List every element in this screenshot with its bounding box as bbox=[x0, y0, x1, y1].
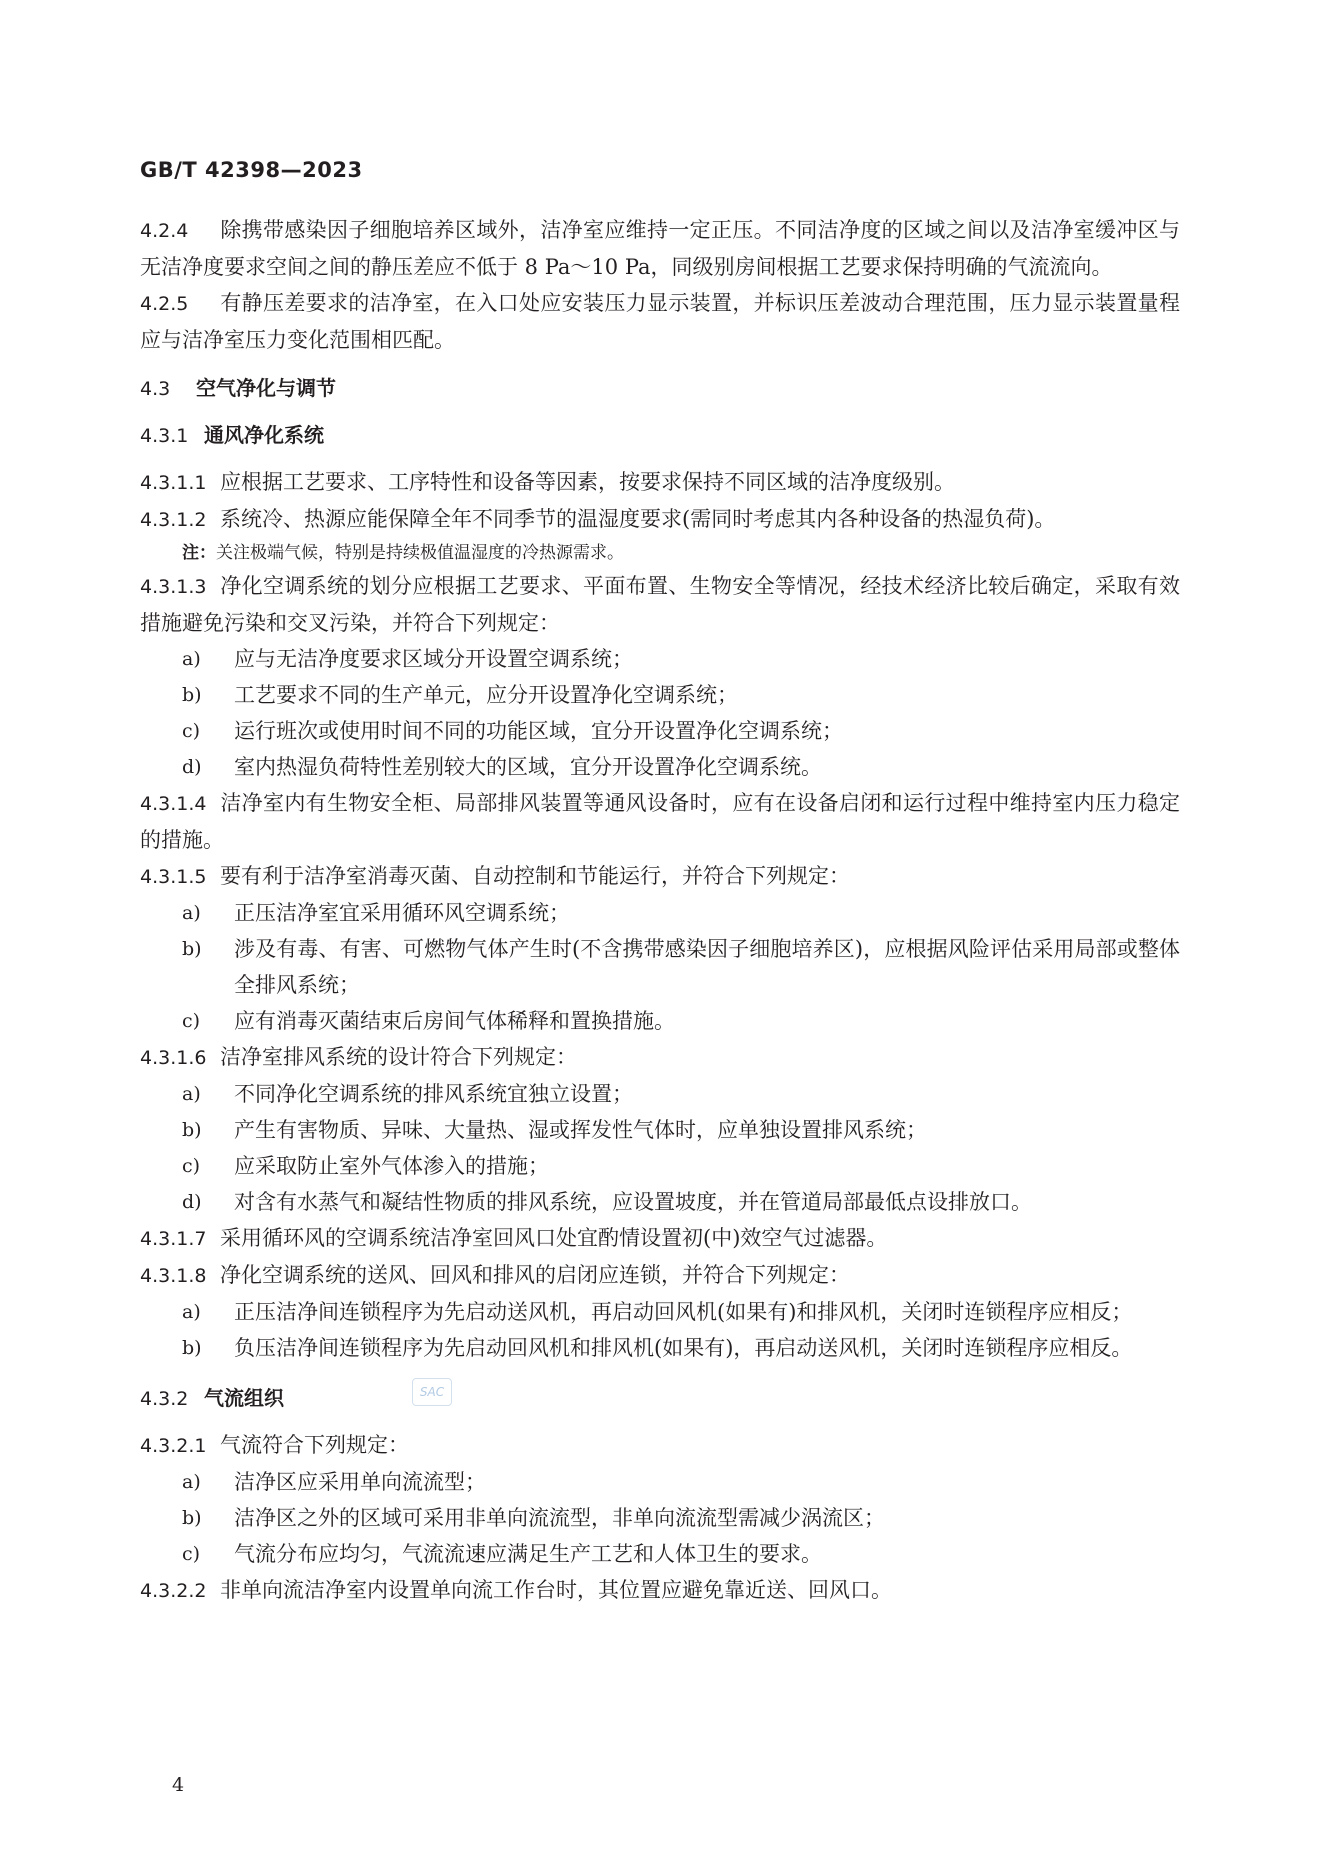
clause-4-3-1-2 bbox=[140, 501, 1180, 538]
list-marker: d) bbox=[182, 756, 202, 778]
list-text: 室内热湿负荷特性差别较大的区域，宜分开设置净化空调系统。 bbox=[234, 755, 822, 779]
heading-title: 通风净化系统 bbox=[204, 423, 324, 447]
heading-number: 4.3 bbox=[140, 378, 171, 400]
list-item bbox=[140, 1076, 1180, 1112]
list-item bbox=[140, 1500, 1180, 1536]
clause-4-2-5 bbox=[140, 285, 1180, 358]
clause-number: 4.3.1.1 bbox=[140, 472, 207, 494]
clause-4-3-1-1 bbox=[140, 464, 1180, 501]
clause-4-3-1-8 bbox=[140, 1257, 1180, 1294]
list-marker: b) bbox=[182, 938, 202, 960]
list-text: 正压洁净间连锁程序为先启动送风机，再启动回风机(如果有)和排风机，关闭时连锁程序应相反； bbox=[234, 1300, 1133, 1324]
list-item bbox=[140, 1294, 1180, 1330]
list-text: 对含有水蒸气和凝结性物质的排风系统，应设置坡度，并在管道局部最低点设排放口。 bbox=[234, 1190, 1032, 1214]
page-number: 4 bbox=[172, 1774, 185, 1796]
list-item bbox=[140, 1330, 1180, 1366]
list-text: 洁净区之外的区域可采用非单向流流型，非单向流流型需减少涡流区； bbox=[234, 1506, 885, 1530]
list-marker: b) bbox=[182, 1119, 202, 1141]
clause-text: 洁净室排风系统的设计符合下列规定： bbox=[220, 1045, 577, 1069]
list-text: 气流分布应均匀，气流流速应满足生产工艺和人体卫生的要求。 bbox=[234, 1542, 822, 1566]
clause-number: 4.3.2.2 bbox=[140, 1580, 207, 1602]
list-marker: a) bbox=[182, 1471, 201, 1493]
list-item bbox=[140, 1464, 1180, 1500]
list-text: 不同净化空调系统的排风系统宜独立设置； bbox=[234, 1082, 633, 1106]
heading-number: 4.3.2 bbox=[140, 1388, 189, 1410]
list-item bbox=[140, 677, 1180, 713]
clause-4-3-1-3 bbox=[140, 568, 1180, 641]
clause-text: 非单向流洁净室内设置单向流工作台时，其位置应避免靠近送、回风口。 bbox=[220, 1578, 892, 1602]
list-marker: c) bbox=[182, 720, 201, 742]
note-text: 关注极端气候，特别是持续极值温湿度的冷热源需求。 bbox=[216, 543, 624, 563]
list-text: 洁净区应采用单向流流型； bbox=[234, 1470, 486, 1494]
standard-code: GB/T 42398—2023 bbox=[140, 158, 363, 182]
clause-4-3-2-1 bbox=[140, 1427, 1180, 1464]
list-item bbox=[140, 641, 1180, 677]
clause-text: 气流符合下列规定： bbox=[220, 1433, 409, 1457]
list-item bbox=[140, 1148, 1180, 1184]
clause-number: 4.3.1.2 bbox=[140, 509, 207, 531]
list-marker: b) bbox=[182, 1337, 202, 1359]
heading-4-3-2 bbox=[140, 1380, 1180, 1417]
list-text: 正压洁净室宜采用循环风空调系统； bbox=[234, 901, 570, 925]
clause-text: 除携带感染因子细胞培养区域外，洁净室应维持一定正压。不同洁净度的区域之间以及洁净室缓冲区与无洁净度要求空间之间的静压差应不低于 8 Pa～10 Pa，同级别房间根据工艺要求保持明确的气流流向。 bbox=[140, 218, 1180, 279]
list-text: 产生有害物质、异味、大量热、湿或挥发性气体时，应单独设置排风系统； bbox=[234, 1118, 927, 1142]
clause-text: 洁净室内有生物安全柜、局部排风装置等通风设备时，应有在设备启闭和运行过程中维持室内压力稳定的措施。 bbox=[140, 791, 1180, 852]
clause-number: 4.3.1.7 bbox=[140, 1228, 207, 1250]
heading-title: 空气净化与调节 bbox=[196, 376, 336, 400]
clause-4-3-1-7 bbox=[140, 1220, 1180, 1257]
clause-number: 4.3.1.8 bbox=[140, 1265, 207, 1287]
clause-number: 4.3.1.3 bbox=[140, 576, 207, 598]
list-item bbox=[140, 895, 1180, 931]
heading-4-3 bbox=[140, 370, 1180, 407]
list-item bbox=[140, 749, 1180, 785]
list-text: 应与无洁净度要求区域分开设置空调系统； bbox=[234, 647, 633, 671]
clause-text: 系统冷、热源应能保障全年不同季节的温湿度要求(需同时考虑其内各种设备的热湿负荷)。 bbox=[220, 507, 1056, 531]
heading-4-3-1 bbox=[140, 417, 1180, 454]
clause-text: 净化空调系统的送风、回风和排风的启闭应连锁，并符合下列规定： bbox=[220, 1263, 850, 1287]
list-item bbox=[140, 1003, 1180, 1039]
list-item bbox=[140, 713, 1180, 749]
clause-text: 应根据工艺要求、工序特性和设备等因素，按要求保持不同区域的洁净度级别。 bbox=[220, 470, 955, 494]
list-text: 应有消毒灭菌结束后房间气体稀释和置换措施。 bbox=[234, 1009, 675, 1033]
clause-4-3-1-4 bbox=[140, 785, 1180, 858]
list-item bbox=[140, 1112, 1180, 1148]
heading-title: 气流组织 bbox=[204, 1386, 284, 1410]
clause-4-3-1-5 bbox=[140, 858, 1180, 895]
clause-text: 采用循环风的空调系统洁净室回风口处宜酌情设置初(中)效空气过滤器。 bbox=[220, 1226, 888, 1250]
clause-number: 4.2.4 bbox=[140, 220, 189, 242]
clause-4-2-4 bbox=[140, 212, 1180, 285]
list-text: 涉及有毒、有害、可燃物气体产生时(不含携带感染因子细胞培养区)，应根据风险评估采用局部或整体全排风系统； bbox=[234, 937, 1180, 997]
list-item bbox=[140, 931, 1180, 1003]
clause-number: 4.3.1.4 bbox=[140, 793, 207, 815]
clause-4-3-1-6 bbox=[140, 1039, 1180, 1076]
clause-number: 4.3.1.6 bbox=[140, 1047, 207, 1069]
list-marker: d) bbox=[182, 1191, 202, 1213]
list-item bbox=[140, 1184, 1180, 1220]
clause-4-3-2-2 bbox=[140, 1572, 1180, 1609]
list-marker: c) bbox=[182, 1543, 201, 1565]
list-marker: a) bbox=[182, 1083, 201, 1105]
list-text: 负压洁净间连锁程序为先启动回风机和排风机(如果有)，再启动送风机，关闭时连锁程序应相反。 bbox=[234, 1336, 1133, 1360]
list-text: 运行班次或使用时间不同的功能区域，宜分开设置净化空调系统； bbox=[234, 719, 843, 743]
list-item bbox=[140, 1536, 1180, 1572]
list-marker: a) bbox=[182, 648, 201, 670]
clause-text: 净化空调系统的划分应根据工艺要求、平面布置、生物安全等情况，经技术经济比较后确定，采取有效措施避免污染和交叉污染，并符合下列规定： bbox=[140, 574, 1180, 635]
list-marker: c) bbox=[182, 1010, 201, 1032]
page-content bbox=[140, 212, 1180, 1609]
heading-number: 4.3.1 bbox=[140, 425, 189, 447]
list-text: 应采取防止室外气体渗入的措施； bbox=[234, 1154, 549, 1178]
list-marker: b) bbox=[182, 684, 202, 706]
clause-number: 4.2.5 bbox=[140, 293, 189, 315]
list-text: 工艺要求不同的生产单元，应分开设置净化空调系统； bbox=[234, 683, 738, 707]
watermark-logo: SAC bbox=[412, 1378, 452, 1406]
list-marker: a) bbox=[182, 902, 201, 924]
note bbox=[182, 538, 1180, 568]
list-marker: a) bbox=[182, 1301, 201, 1323]
note-label: 注： bbox=[182, 543, 216, 563]
clause-number: 4.3.1.5 bbox=[140, 866, 207, 888]
clause-text: 有静压差要求的洁净室，在入口处应安装压力显示装置，并标识压差波动合理范围，压力显示装置量程应与洁净室压力变化范围相匹配。 bbox=[140, 291, 1180, 352]
clause-number: 4.3.2.1 bbox=[140, 1435, 207, 1457]
list-marker: b) bbox=[182, 1507, 202, 1529]
clause-text: 要有利于洁净室消毒灭菌、自动控制和节能运行，并符合下列规定： bbox=[220, 864, 850, 888]
list-marker: c) bbox=[182, 1155, 201, 1177]
